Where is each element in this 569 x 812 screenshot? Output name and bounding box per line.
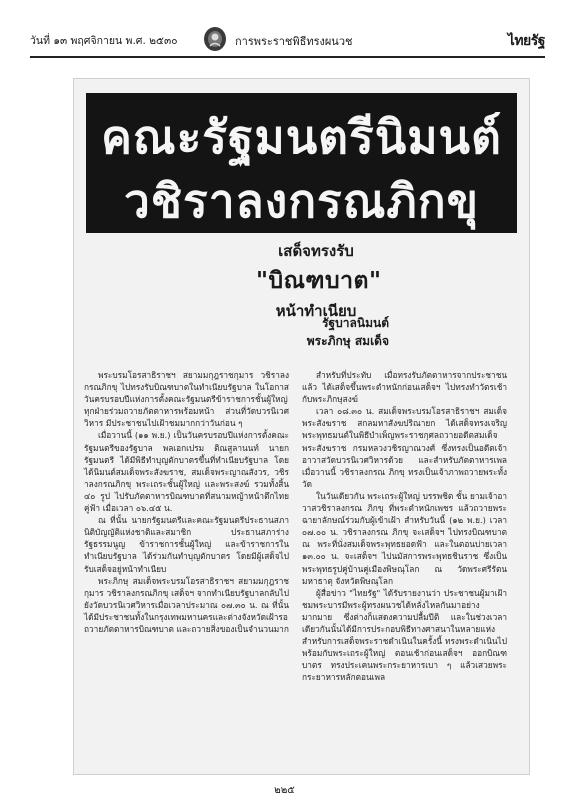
- article-column-right: [302, 369, 507, 683]
- headline-line-1: คณะรัฐมนตรีนิมนต์: [101, 110, 502, 164]
- paragraph: สำหรับที่ประทับ เมื่อทรงรับภัตตาหารจากประชาชนแล้ว ได้เสด็จขึ้นพระตำหนักก่อนเสด็จฯ ไปทรงทำวัตรเช้ากับพระภิกษุสงฆ์: [302, 370, 507, 405]
- header-divider: [30, 56, 545, 58]
- paragraph: เวลา ๐๘.๓๐ น. สมเด็จพระบรมโอรสาธิราชฯ สมเด็จพระสังฆราช สกลมหาสังฆปริณายก ได้เสด็จทรงเจริญพระพุทธมนต์ในพิธีบำเพ็ญพระราชกุศลถวายอดีตสมเด็จพระสังฆราช กรมหลวงวชิรญาณวงศ์ ซึ่งทรงเป็นอดีตเจ้าอาวาสวัดบวรนิเวศวิหารด้วย และสำหรับภัตตาหารเพลเมื่อวานนี้ วชิราลงกรณ ภิกขุ ทรงเป็นเจ้าภาพถวายพระทั้งวัด: [302, 406, 507, 489]
- newspaper-clipping: [73, 78, 530, 775]
- paragraph: ณ ที่นั้น นายกรัฐมนตรีและคณะรัฐมนตรีประธานสภานิติบัญญัติแห่งชาติและสมาชิก ประธานสภาร่างรัฐธรรมนูญ ข้าราชการชั้นผู้ใหญ่ และข้าราชการในทำเนียบรัฐบาล ได้ร่วมกันทำบุญตักบาตร โดยมีผู้เสด็จไปรับเสด็จอยู่หน้าทำเนียบ: [84, 515, 289, 574]
- article-column-left: [84, 369, 289, 635]
- kicker: [289, 314, 389, 350]
- paragraph: พระภิกษุ สมเด็จพระบรมโอรสาธิราชฯ สยามมกุฎราชกุมาร วชิราลงกรณภิกขุ เสด็จฯ จากทำเนียบรัฐบาลกลับไปยังวัดบวรนิเวศวิหารเมื่อเวลาประมาณ ๐๗.๓๐ น. ณ ที่นั้นได้มีประชาชนทั้งในกรุงเทพมหานครและต่างจังหวัดเฝ้ารอถวายภัตตาหารบิณฑบาต และถวายสิ่งของเป็นจำนวนมาก: [84, 575, 289, 634]
- paragraph: เมื่อวานนี้ (๑๑ พ.ย.) เป็นวันครบรอบปีแห่งการตั้งคณะรัฐมนตรีของรัฐบาล พลเอกเปรม ติณสูลานนท์ นายกรัฐมนตรี ได้มีพิธีทำบุญตักบาตรขึ้นที่ทำเนียบรัฐบาล โดยได้นิมนต์สมเด็จพระสังฆราช, สมเด็จพระญาณสังวร, วชิราลงกรณภิกขุ พระเถระชั้นผู้ใหญ่ และพระสงฆ์ รวมทั้งสิ้น ๔๐ รูป ไปรับภัตตาหารบิณฑบาตที่สนามหญ้าหน้าตึกไทยคู่ฟ้า เมื่อเวลา ๐๖.๔๕ น.: [84, 430, 289, 514]
- subheadline-line-2: "บิณฑบาต": [256, 268, 382, 294]
- royal-emblem-icon: [202, 26, 228, 52]
- header-date: วันที่ ๑๓ พฤศจิกายน พ.ศ. ๒๕๓๐: [30, 35, 178, 47]
- headline-banner: [86, 93, 517, 233]
- kicker-line-2: พระภิกษุ สมเด็จ: [306, 334, 389, 348]
- publication-name: ไทยรัฐ: [507, 33, 545, 49]
- paragraph: ผู้สื่อข่าว "ไทยรัฐ" ได้รับรายงานว่า ประชาชนผู้มาเฝ้าชมพระบารมีพระผู้ทรงผนวชได้หลั่งไหลกันมาอย่างมากมาย ซึ่งต่างก็แสดงความปลื้มปีติ และในช่วงเวลาเดียวกันนั้นได้มีการประกอบพิธีทางศาสนาในหลายแห่ง สำหรับการเสด็จพระราชดำเนินในครั้งนี้ ทรงพระดำเนินไปพร้อมกับพระเถระผู้ใหญ่ ตอนเช้าก่อนเสด็จฯ ออกบิณฑบาตร ทรงประเคนพระกระยาหารเบา ๆ แล้วเสวยพระกระยาหารหลักตอนเพล: [302, 587, 507, 683]
- paragraph: ในวันเดียวกัน พระเถระผู้ใหญ่ บรรพชิต ชั้น ยามเจ้าอาวาสวชิราลงกรณ ภิกขุ ที่พระตำหนักเพชร แล้วถวายพระฉายาลักษณ์ร่วมกับผู้เข้าเฝ้า สำหรับวันนี้ (๑๒ พ.ย.) เวลา ๐๗.๐๐ น. วชิราลงกรณ ภิกขุ จะเสด็จฯ ไปทรงบิณฑบาต ณ พระที่นั่งสมเด็จพระพุทธยอดฟ้า และในตอนบ่ายเวลา ๑๓.๐๐ น. จะเสด็จฯ ไปนมัสการพระพุทธชินราช ซึ่งเป็นพระพุทธรูปคู่บ้านคู่เมืองพิษณุโลก ณ วัดพระศรีรัตนมหาธาตุ จังหวัดพิษณุโลก: [302, 490, 507, 586]
- page-number: ๒๒๕: [274, 785, 295, 796]
- header-title: การพระราชพิธีทรงผนวช: [235, 35, 353, 48]
- subheadline-line-1: เสด็จทรงรับ: [278, 242, 354, 260]
- headline-line-2: วชิราลงกรณภิกขุ: [123, 174, 480, 228]
- subheadline: [256, 239, 382, 323]
- page-header: [30, 26, 545, 56]
- subheadline-line-3: หน้าทำเนียบ: [275, 302, 357, 320]
- kicker-line-1: รัฐบาลนิมนต์: [322, 316, 389, 330]
- paragraph: พระบรมโอรสาธิราชฯ สยามมกุฎราชกุมาร วชิราลงกรณภิกขุ ไปทรงรับบิณฑบาตในทำเนียบรัฐบาล ในโอกาสวันครบรอบปีแห่งการตั้งคณะรัฐมนตรีข้าราชการชั้นผู้ใหญ่ทุกฝ่ายร่วมถวายภัตตาหารพร้อมหน้า ส่วนที่วัดบวรนิเวศวิหาร มีประชาชนไปเฝ้าชมมากกว่าวันก่อน ๆ: [84, 370, 289, 429]
